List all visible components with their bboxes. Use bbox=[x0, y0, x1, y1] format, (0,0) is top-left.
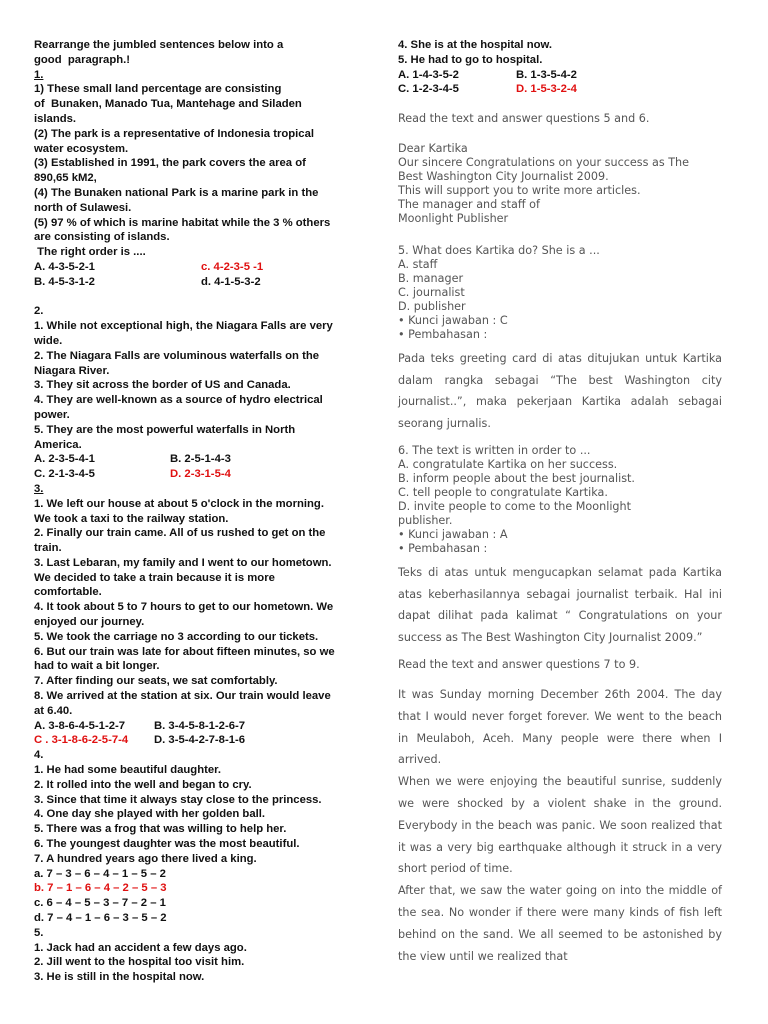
option: B. inform people about the best journalist. bbox=[398, 472, 635, 485]
explanation-text: Teks di atas untuk mengucapkan selamat pada Kartika atas keberhasilannya sebagai journalist terbaik. Hal ini dapat dilihat pada kalimat “ Congratulations on your success as The Best Washington City Journalist 2009.” bbox=[398, 566, 722, 644]
question-line: 2. Jill went to the hospital too visit him. bbox=[34, 956, 245, 969]
card-line: Our sincere Congratulations on your success as The bbox=[398, 156, 690, 169]
question-line: The right order is .... bbox=[34, 246, 146, 259]
explanation-label: • Pembahasan : bbox=[398, 542, 488, 555]
option-row bbox=[34, 260, 374, 275]
question-line: north of Sulawesi. bbox=[34, 201, 132, 214]
intro-line: good paragraph.! bbox=[34, 53, 131, 66]
question-line: 1. While not exceptional high, the Niagara Falls are very bbox=[34, 320, 333, 333]
question-line: 7. After finding our seats, we sat comfortably. bbox=[34, 675, 278, 688]
question-number: 4. bbox=[34, 749, 44, 762]
option: A. 1-4-3-5-2 bbox=[398, 68, 459, 81]
story-paragraph: It was Sunday morning December 26th 2004. The day that I would never forget forever. We went to the beach in Meulaboh, Aceh. Many people were there when I arrived. bbox=[398, 688, 722, 767]
option: C. journalist bbox=[398, 286, 465, 299]
question-line: 2. The Niagara Falls are voluminous waterfalls on the bbox=[34, 349, 320, 362]
answer-key: • Kunci jawaban : A bbox=[398, 528, 508, 541]
question-line: America. bbox=[34, 438, 82, 451]
instruction: Read the text and answer questions 7 to 9. bbox=[398, 658, 640, 671]
question-number: 5. bbox=[34, 926, 44, 939]
question-line: of Bunaken, Manado Tua, Mantehage and Siladen bbox=[34, 98, 302, 111]
option-row bbox=[398, 82, 738, 97]
question-line: 6. The youngest daughter was the most beautiful. bbox=[34, 838, 300, 851]
card-line: Best Washington City Journalist 2009. bbox=[398, 170, 609, 183]
question-line: (3) Established in 1991, the park covers the area of bbox=[34, 157, 306, 170]
explanation-text: Pada teks greeting card di atas ditujukan untuk Kartika dalam rangka sebagai “The best Washington city journalist..”, maka pekerjaan Kartika adalah sebagai seorang jurnalis. bbox=[398, 352, 722, 430]
card-line: This will support you to write more articles. bbox=[398, 184, 641, 197]
question-line: 1) These small land percentage are consisting bbox=[34, 83, 282, 96]
option: A. 2-3-5-4-1 bbox=[34, 453, 95, 466]
instruction: Read the text and answer questions 5 and 6. bbox=[398, 112, 650, 125]
intro-line: Rearrange the jumbled sentences below into a bbox=[34, 39, 284, 51]
option: A. 3-8-6-4-5-1-2-7 bbox=[34, 719, 126, 732]
question-number: 1. bbox=[34, 68, 44, 81]
question-line: 4. She is at the hospital now. bbox=[398, 39, 552, 51]
question-line: islands. bbox=[34, 112, 77, 125]
question-line: 3. He is still in the hospital now. bbox=[34, 971, 205, 984]
option: A. congratulate Kartika on her success. bbox=[398, 458, 618, 471]
question-line: 6. The text is written in order to ... bbox=[398, 444, 591, 457]
question-line: (5) 97 % of which is marine habitat while the 3 % others bbox=[34, 216, 331, 229]
question-line: 1. He had some beautiful daughter. bbox=[34, 764, 222, 777]
option: d. 4-1-5-3-2 bbox=[201, 275, 261, 288]
question-line: 5. We took the carriage no 3 according to our tickets. bbox=[34, 630, 319, 643]
option: d. 7 – 4 – 1 – 6 – 3 – 5 – 2 bbox=[34, 912, 167, 925]
question-line: enjoyed our journey. bbox=[34, 616, 145, 629]
question-line: had to wait a bit longer. bbox=[34, 660, 160, 673]
answer-key: • Kunci jawaban : C bbox=[398, 314, 508, 327]
question-6-block bbox=[398, 444, 722, 556]
option: c. 6 – 4 – 5 – 3 – 7 – 2 – 1 bbox=[34, 897, 166, 910]
option-row bbox=[34, 733, 374, 748]
answer-option: c. 4-2-3-5 -1 bbox=[201, 260, 264, 273]
question-line: 5. He had to go to hospital. bbox=[398, 53, 543, 66]
option-row bbox=[34, 719, 374, 734]
answer-option: D. 1-5-3-2-4 bbox=[516, 83, 577, 96]
option: a. 7 – 3 – 6 – 4 – 1 – 5 – 2 bbox=[34, 867, 166, 880]
option-row bbox=[34, 467, 374, 482]
question-line: 890,65 kM2, bbox=[34, 172, 97, 185]
option: C. 2-1-3-4-5 bbox=[34, 468, 95, 481]
question-line: 5. What does Kartika do? She is a ... bbox=[398, 244, 600, 257]
option: C. tell people to congratulate Kartika. bbox=[398, 486, 608, 499]
question-number: 3. bbox=[34, 482, 44, 495]
question-line: 5. There was a frog that was willing to help her. bbox=[34, 823, 287, 836]
right-column-top bbox=[398, 38, 738, 97]
option: D. publisher bbox=[398, 300, 466, 313]
question-line: We decided to take a train because it is more bbox=[34, 571, 275, 584]
question-line: water ecosystem. bbox=[34, 142, 129, 155]
question-line: 4. One day she played with her golden ball. bbox=[34, 808, 266, 821]
story-paragraph: When we were enjoying the beautiful sunrise, suddenly we were shocked by a violent shake in the ground. Everybody in the beach was panic. We soon realized that it was a very big earthquake although it struck in a very short period of time. bbox=[398, 775, 722, 876]
answer-option: b. 7 – 1 – 6 – 4 – 2 – 5 – 3 bbox=[34, 882, 167, 895]
question-line: 2. Finally our train came. All of us rushed to get on the bbox=[34, 527, 326, 540]
option: A. staff bbox=[398, 258, 438, 271]
question-line: 1. Jack had an accident a few days ago. bbox=[34, 941, 247, 954]
question-line: power. bbox=[34, 408, 70, 421]
question-line: 4. They are well-known as a source of hydro electrical bbox=[34, 394, 323, 407]
question-line: are consisting of islands. bbox=[34, 231, 170, 244]
option: B. 3-4-5-8-1-2-6-7 bbox=[154, 719, 246, 732]
answer-option: D. 2-3-1-5-4 bbox=[170, 468, 231, 481]
option-row bbox=[398, 68, 738, 83]
option: C. 1-2-3-4-5 bbox=[398, 83, 459, 96]
story-paragraph: After that, we saw the water going on into the middle of the sea. No wonder if there were many kinds of fish left behind on the sand. We all seemed to be astonished by the view until we realized that bbox=[398, 884, 722, 963]
question-line: (4) The Bunaken national Park is a marine park in the bbox=[34, 186, 319, 199]
option: B. 1-3-5-4-2 bbox=[516, 68, 577, 81]
question-line: at 6.40. bbox=[34, 704, 73, 717]
question-number: 2. bbox=[34, 305, 44, 318]
question-line: 8. We arrived at the station at six. Our train would leave bbox=[34, 690, 331, 703]
question-line: We took a taxi to the railway station. bbox=[34, 512, 229, 525]
question-5-block bbox=[398, 244, 722, 342]
option: B. manager bbox=[398, 272, 464, 285]
left-column bbox=[34, 38, 374, 985]
card-line: Dear Kartika bbox=[398, 142, 468, 155]
card-line: The manager and staff of bbox=[398, 198, 540, 211]
option-row bbox=[34, 452, 374, 467]
option: D. 3-5-4-2-7-8-1-6 bbox=[154, 734, 246, 747]
question-line: 7. A hundred years ago there lived a king. bbox=[34, 852, 257, 865]
option-row bbox=[34, 275, 374, 290]
question-line: (2) The park is a representative of Indonesia tropical bbox=[34, 127, 314, 140]
right-column bbox=[398, 112, 722, 967]
explanation-label: • Pembahasan : bbox=[398, 328, 488, 341]
question-line: 3. They sit across the border of US and Canada. bbox=[34, 379, 291, 392]
option: D. invite people to come to the Moonlight bbox=[398, 500, 632, 513]
option: B. 2-5-1-4-3 bbox=[170, 453, 231, 466]
question-line: Niagara River. bbox=[34, 364, 110, 377]
card-line: Moonlight Publisher bbox=[398, 212, 509, 225]
question-line: 6. But our train was late for about fifteen minutes, so we bbox=[34, 645, 335, 658]
question-line: comfortable. bbox=[34, 586, 102, 599]
question-line: 5. They are the most powerful waterfalls in North bbox=[34, 423, 296, 436]
option: A. 4-3-5-2-1 bbox=[34, 260, 95, 273]
question-line: wide. bbox=[34, 334, 63, 347]
option: B. 4-5-3-1-2 bbox=[34, 275, 95, 288]
greeting-card bbox=[398, 142, 722, 226]
question-line: train. bbox=[34, 542, 62, 555]
option: publisher. bbox=[398, 514, 453, 527]
answer-option: C . 3-1-8-6-2-5-7-4 bbox=[34, 734, 129, 747]
question-line: 1. We left our house at about 5 o'clock in the morning. bbox=[34, 497, 324, 510]
question-line: 2. It rolled into the well and began to cry. bbox=[34, 778, 252, 791]
question-line: 4. It took about 5 to 7 hours to get to our hometown. We bbox=[34, 601, 334, 614]
question-line: 3. Since that time it always stay close to the princess. bbox=[34, 793, 322, 806]
question-line: 3. Last Lebaran, my family and I went to our hometown. bbox=[34, 556, 332, 569]
story-text bbox=[398, 684, 722, 967]
